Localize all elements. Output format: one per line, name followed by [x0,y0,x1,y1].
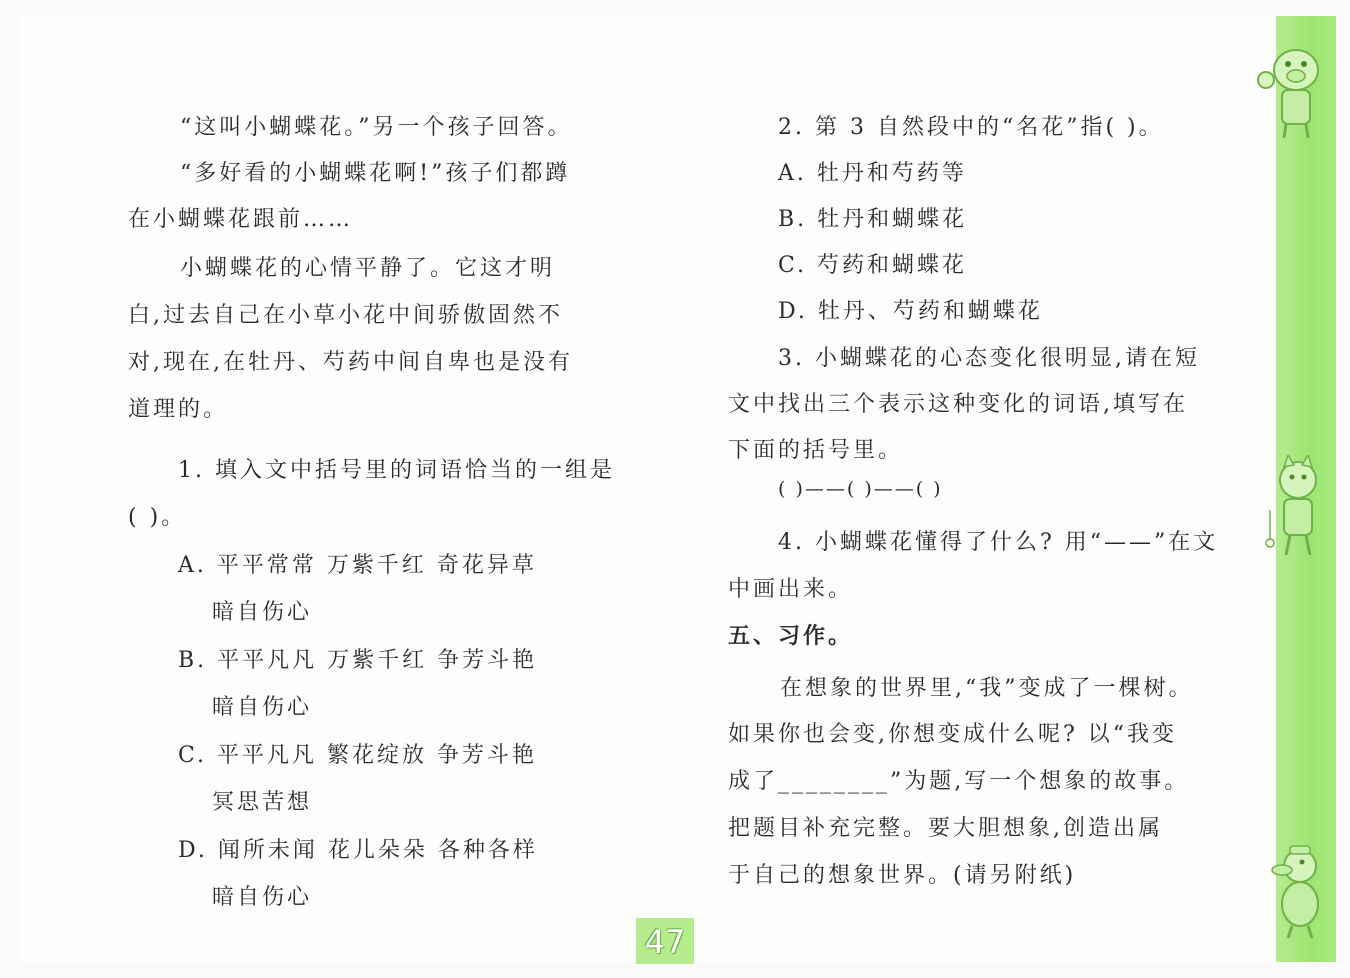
option-b: B. 平平凡凡 万紫千红 争芳斗艳 [178,648,538,673]
option-a: A. 牡丹和芍药等 [778,161,967,186]
text-line: ( )。 [128,505,187,530]
text-line: “这叫小蝴蝶花。”另一个孩子回答。 [180,115,573,140]
page-number: 47 [636,918,694,964]
text-line: 下面的括号里。 [728,438,904,463]
text-line: 把题目补充完整。要大胆想象,创造出属 [728,816,1163,841]
answer-blanks: ( )——( )——( ) [778,478,943,500]
option-c: C. 芍药和蝴蝶花 [778,253,968,278]
text-line: 白,过去自己在小草小花中间骄傲固然不 [128,303,563,328]
option-b: B. 牡丹和蝴蝶花 [778,207,968,232]
text-line: 成了________”为题,写一个想象的故事。 [728,769,1190,794]
text-line: 中画出来。 [728,577,854,602]
text-line: 在想象的世界里,“我”变成了一棵树。 [780,676,1194,701]
option-c: C. 平平凡凡 繁花绽放 争芳斗艳 [178,743,538,768]
question-1: 1. 填入文中括号里的词语恰当的一组是 [178,458,615,483]
option-d-cont: 暗自伤心 [212,885,313,910]
question-3: 3. 小蝴蝶花的心态变化很明显,请在短 [778,346,1200,371]
option-b-cont: 暗自伤心 [212,695,313,720]
text-line: “多好看的小蝴蝶花啊!”孩子们都蹲 [180,161,571,186]
text-line: 文中找出三个表示这种变化的词语,填写在 [728,392,1188,417]
text-line: 道理的。 [128,397,229,422]
option-d: D. 闻所未闻 花儿朵朵 各种各样 [178,838,538,863]
text-line: 小蝴蝶花的心情平静了。它这才明 [180,256,556,281]
cartoon-duck-icon [1262,842,1336,942]
text-line: 对,现在,在牡丹、芍药中间自卑也是没有 [128,350,573,375]
cartoon-pig-icon [1256,40,1336,140]
text-line: 如果你也会变,你想变成什么呢? 以“我变 [728,722,1178,747]
question-2: 2. 第 3 自然段中的“名花”指( )。 [778,115,1164,140]
text-line: 在小蝴蝶花跟前…… [128,207,354,232]
option-a-cont: 暗自伤心 [212,600,313,625]
option-d: D. 牡丹、芍药和蝴蝶花 [778,299,1043,324]
cartoon-wolf-icon [1262,455,1336,560]
section-heading: 五、习作。 [728,624,854,649]
text-line: 于自己的想象世界。(请另附纸) [728,863,1077,888]
option-a: A. 平平常常 万紫千红 奇花异草 [178,553,537,578]
option-c-cont: 冥思苦想 [212,790,313,815]
question-4: 4. 小蝴蝶花懂得了什么? 用“——”在文 [778,530,1219,555]
